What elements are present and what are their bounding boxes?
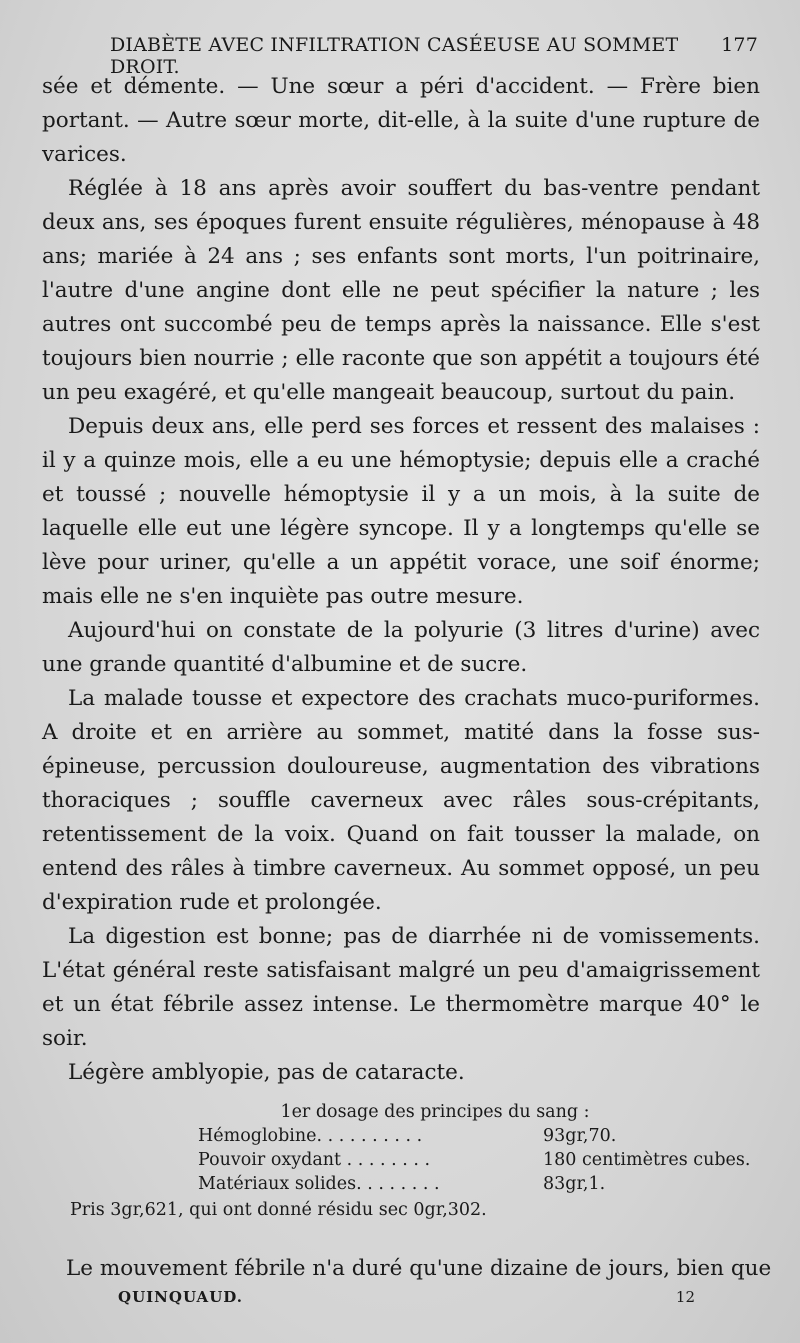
paragraph: La digestion est bonne; pas de diarrhée ni de vomissements. L'état général reste satisfaisant malgré un peu d'amaigrissement et un état fébrile assez intense. Le thermomètre marque 40° le soir. xyxy=(42,924,760,1051)
table-row xyxy=(70,1148,760,1172)
sample-note: Pris 3gr,621, qui ont donné résidu sec 0gr,302. xyxy=(70,1200,487,1220)
paragraph: La malade tousse et expectore des crachats muco-puriformes. A droite et en arrière au sommet, matité dans la fosse sus-épineuse, percussion douloureuse, augmentation des vibrations thoraciques ; souffle caverneux avec râles sous-crépitants, retentissement de la voix. Quand on fait tousser la malade, on entend des râles à timbre caverneux. Au sommet opposé, un peu d'expiration rude et prolongée. xyxy=(42,686,760,915)
paragraph: Depuis deux ans, elle perd ses forces et ressent des malaises : il y a quinze mois, elle a eu une hémoptysie; depuis elle a craché et toussé ; nouvelle hémoptysie il y a un mois, à la suite de laquelle elle eut une légère syncope. Il y a longtemps qu'elle se lève pour uriner, qu'elle a un appétit vorace, une soif énorme; mais elle ne s'en inquiète pas outre mesure. xyxy=(42,414,760,609)
paragraph: Réglée à 18 ans après avoir souffert du bas-ventre pendant deux ans, ses époques furent ensuite régulières, ménopause à 48 ans; mariée à 24 ans ; ses enfants sont morts, l'un poitrinaire, l'autre d'une angine dont elle ne peut spécifier la nature ; les autres ont succombé peu de temps après la naissance. Elle s'est toujours bien nourrie ; elle raconte que son appétit a toujours été un peu exagéré, et qu'elle mangeait beaucoup, surtout du pain. xyxy=(42,176,760,405)
row-value: 83gr,1. xyxy=(543,1174,606,1194)
closing-line: Le mouvement fébrile n'a duré qu'une dizaine de jours, bien que xyxy=(66,1256,772,1281)
row-label: Pouvoir oxydant . . . . . . . . xyxy=(198,1150,431,1170)
sheet-number: 12 xyxy=(675,1288,695,1306)
paragraph: Aujourd'hui on constate de la polyurie (3 litres d'urine) avec une grande quantité d'albumine et de sucre. xyxy=(42,618,760,677)
row-value: 180 centimètres cubes. xyxy=(543,1150,751,1170)
page-footer xyxy=(118,1288,695,1306)
body-text xyxy=(42,70,760,1090)
row-label: Matériaux solides. . . . . . . . xyxy=(198,1174,440,1194)
blood-analysis-table xyxy=(70,1100,760,1222)
table-row xyxy=(70,1172,760,1196)
paragraph: Légère amblyopie, pas de cataracte. xyxy=(68,1060,465,1085)
footer-signature: QUINQUAUD. xyxy=(118,1288,243,1306)
table-caption: 1er dosage des principes du sang : xyxy=(280,1102,590,1122)
page-number: 177 xyxy=(721,34,758,56)
row-label: Hémoglobine. . . . . . . . . . xyxy=(198,1126,423,1146)
row-value: 93gr,70. xyxy=(543,1126,617,1146)
running-title: DIABÈTE AVEC INFILTRATION CASÉEUSE AU SOMMET DROIT. xyxy=(110,34,679,78)
table-row xyxy=(70,1124,760,1148)
paragraph: sée et démente. — Une sœur a péri d'accident. — Frère bien portant. — Autre sœur morte, dit-elle, à la suite d'une rupture de varices. xyxy=(42,74,760,167)
